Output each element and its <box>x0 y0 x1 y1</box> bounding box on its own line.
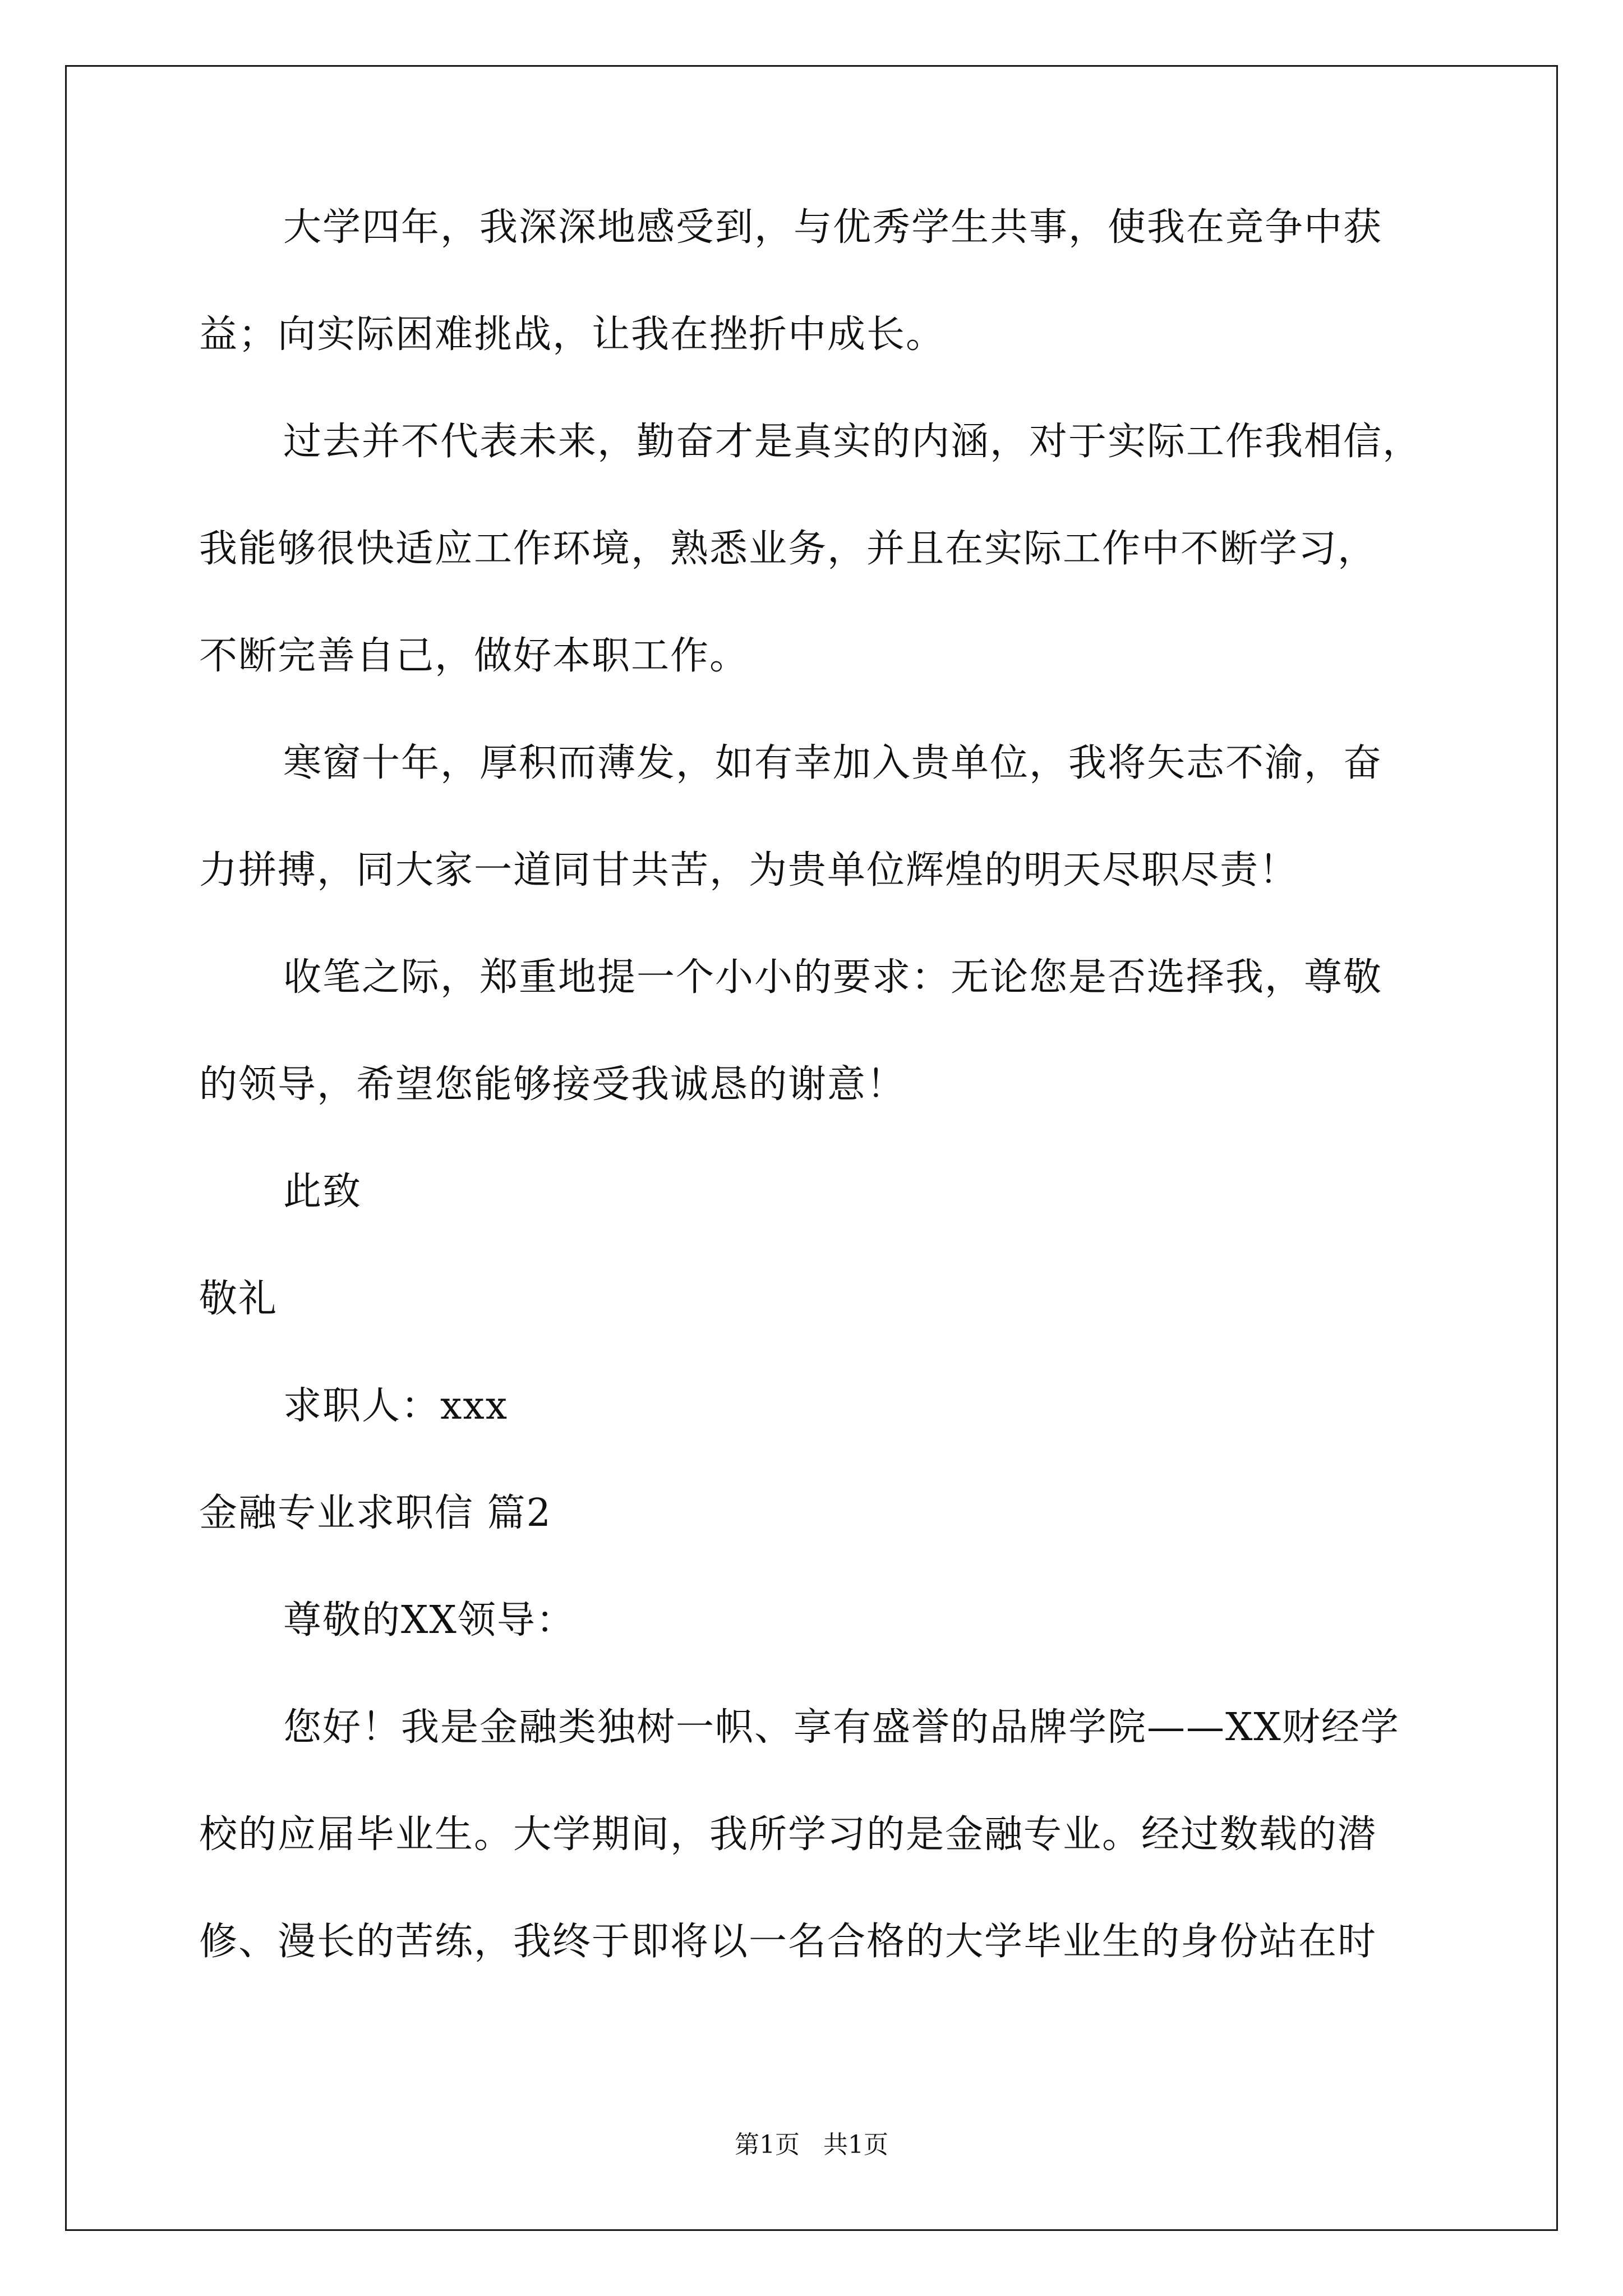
paragraph-line: 您好！我是金融类独树一帜、享有盛誉的品牌学院——XX财经学 <box>283 1705 1400 1750</box>
page-footer: 第1页 共1页 <box>735 2131 888 2159</box>
paragraph-line: 大学四年，我深深地感受到，与优秀学生共事，使我在竞争中获 <box>283 205 1383 250</box>
paragraph-line: 收笔之际，郑重地提一个小小的要求：无论您是否选择我，尊敬 <box>283 955 1383 1000</box>
greeting-line: 尊敬的XX领导： <box>283 1598 575 1642</box>
paragraph-line: 校的应届毕业生。大学期间，我所学习的是金融专业。经过数载的潜 <box>199 1812 1377 1857</box>
paragraph-line: 修、漫长的苦练，我终于即将以一名合格的大学毕业生的身份站在时 <box>199 1920 1377 1964</box>
page-border <box>65 65 1558 2231</box>
paragraph-line: 过去并不代表未来，勤奋才是真实的内涵，对于实际工作我相信， <box>283 420 1422 464</box>
section-heading: 金融专业求职信 篇2 <box>199 1491 552 1535</box>
closing-salutation: 此致 <box>283 1170 362 1214</box>
paragraph-line: 寒窗十年，厚积而薄发，如有幸加入贵单位，我将矢志不渝，奋 <box>283 741 1383 785</box>
signature-line: 求职人：xxx <box>283 1384 509 1428</box>
paragraph-line: 的领导，希望您能够接受我诚恳的谢意！ <box>199 1062 906 1107</box>
paragraph-line: 益；向实际困难挑战，让我在挫折中成长。 <box>199 312 946 357</box>
paragraph-line: 力拼搏，同大家一道同甘共苦，为贵单位辉煌的明天尽职尽责！ <box>199 848 1299 892</box>
paragraph-line: 我能够很快适应工作环境，熟悉业务，并且在实际工作中不断学习， <box>199 527 1377 571</box>
paragraph-line: 不断完善自己，做好本职工作。 <box>199 634 749 678</box>
closing-regards: 敬礼 <box>199 1277 278 1321</box>
